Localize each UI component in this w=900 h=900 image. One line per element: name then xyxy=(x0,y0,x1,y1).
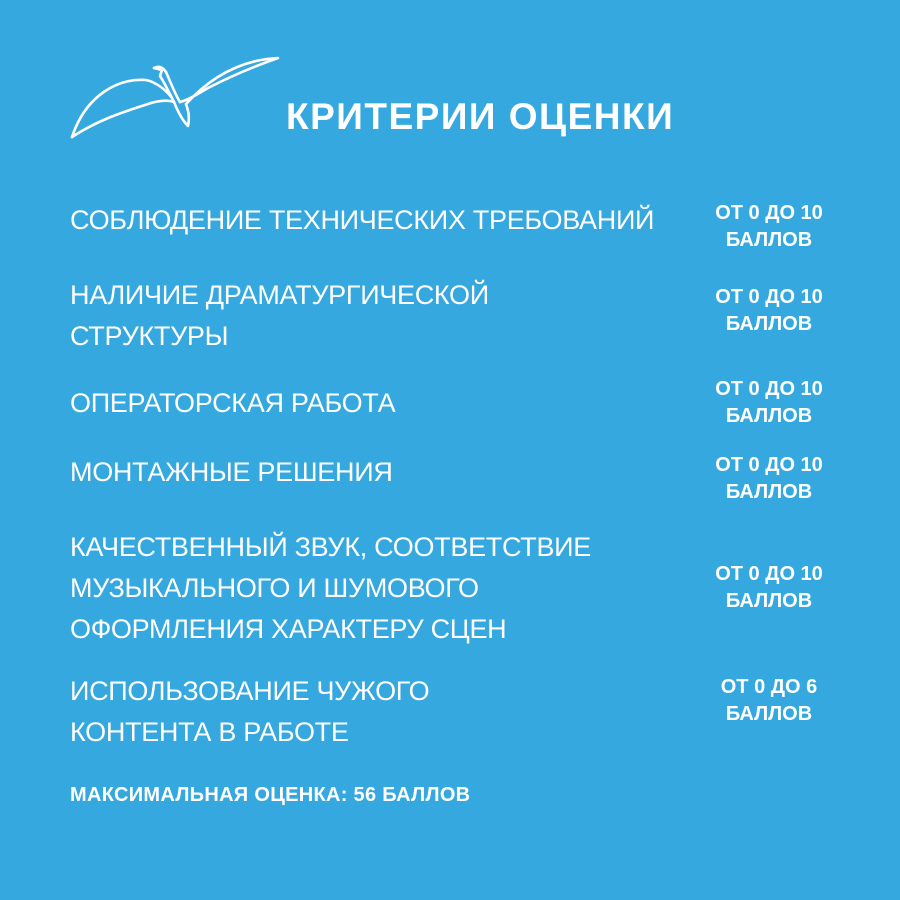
criterion-camera-work-score: ОТ 0 ДО 10 БАЛЛОВ xyxy=(715,378,823,427)
max-score: МАКСИМАЛЬНАЯ ОЦЕНКА: 56 БАЛЛОВ xyxy=(70,784,471,806)
criterion-sound: КАЧЕСТВЕННЫЙ ЗВУК, СООТВЕТСТВИЕ МУЗЫКАЛЬНОГО И ШУМОВОГО ОФОРМЛЕНИЯ ХАРАКТЕРУ СЦЕН xyxy=(70,532,591,644)
criterion-technical-requirements-score: ОТ 0 ДО 10 БАЛЛОВ xyxy=(715,202,823,251)
criterion-third-party-content: ИСПОЛЬЗОВАНИЕ ЧУЖОГО КОНТЕНТА В РАБОТЕ xyxy=(70,676,430,747)
criterion-editing-score: ОТ 0 ДО 10 БАЛЛОВ xyxy=(715,454,823,503)
criterion-sound-score: ОТ 0 ДО 10 БАЛЛОВ xyxy=(715,563,823,612)
criterion-technical-requirements: СОБЛЮДЕНИЕ ТЕХНИЧЕСКИХ ТРЕБОВАНИЙ xyxy=(70,205,655,235)
criterion-dramaturgy: НАЛИЧИЕ ДРАМАТУРГИЧЕСКОЙ СТРУКТУРЫ xyxy=(70,280,489,351)
criterion-dramaturgy-score: ОТ 0 ДО 10 БАЛЛОВ xyxy=(715,286,823,335)
seagull-icon xyxy=(68,40,283,140)
criterion-camera-work: ОПЕРАТОРСКАЯ РАБОТА xyxy=(70,388,396,418)
page-title: КРИТЕРИИ ОЦЕНКИ xyxy=(286,96,675,137)
criterion-editing: МОНТАЖНЫЕ РЕШЕНИЯ xyxy=(70,457,393,487)
criterion-third-party-content-score: ОТ 0 ДО 6 БАЛЛОВ xyxy=(720,676,818,725)
